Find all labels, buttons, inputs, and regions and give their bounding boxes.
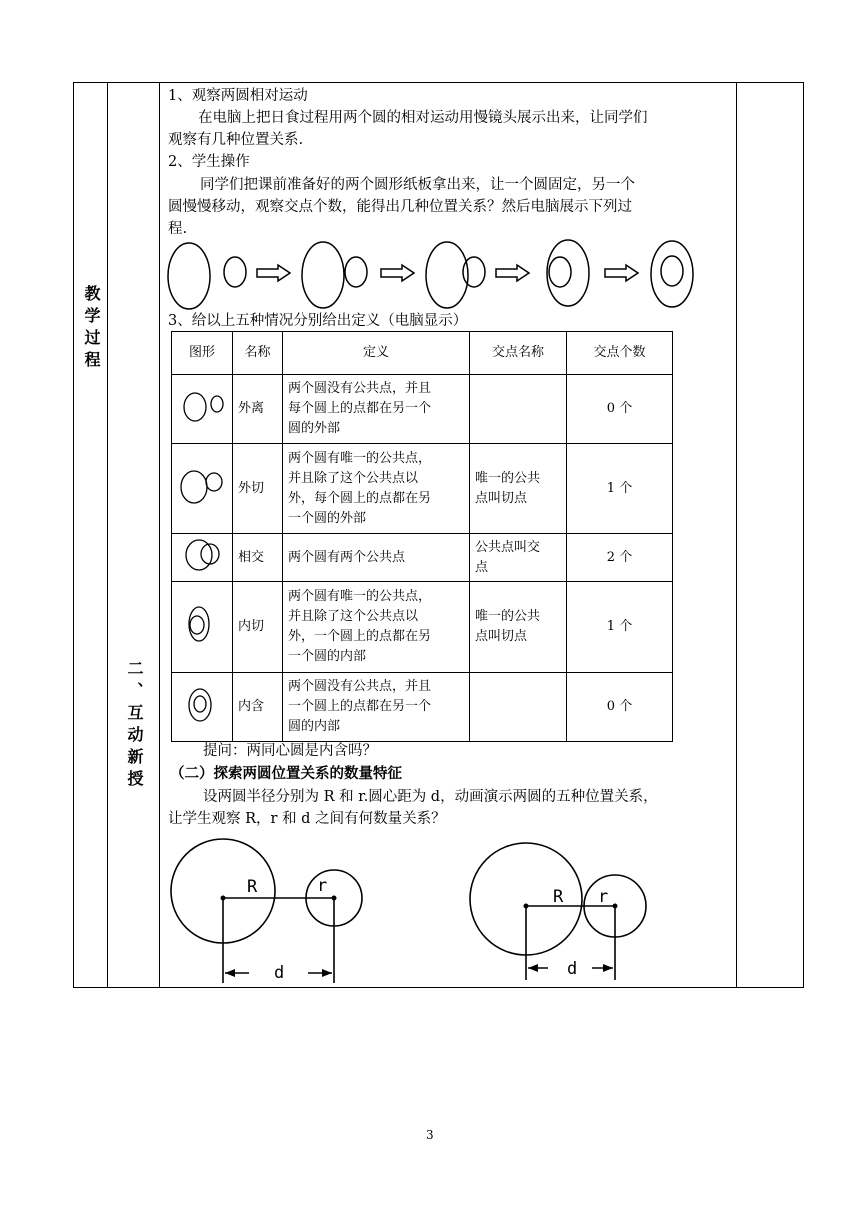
definition-line: 两个圆有两个公共点 <box>288 549 406 565</box>
separate-circles-figure <box>177 388 227 424</box>
radius-r-label: r <box>598 887 609 907</box>
point-name-cell <box>470 582 567 673</box>
heading-4: （二）探索两圆位置关系的数量特征 <box>170 766 402 782</box>
frame-right <box>803 82 804 988</box>
point-name-line: 唯一的公共 <box>475 609 541 624</box>
point-name-line: 公共点叫交 <box>475 539 541 555</box>
definition-line: 外，每个圆上的点都在另 <box>288 490 432 506</box>
definition-cell <box>283 534 470 582</box>
definition-line: 圆的内部 <box>288 719 341 734</box>
tangent-circles-distance-diagram <box>465 840 665 982</box>
frame-bottom <box>73 987 804 988</box>
definition-table <box>171 331 673 742</box>
point-name-line: 点 <box>475 559 489 575</box>
header-point-count: 交点个数 <box>567 332 673 375</box>
definition-cell <box>283 444 470 534</box>
definition-line: 两个圆有唯一的公共点， <box>288 589 432 604</box>
point-name-line: 点叫切点 <box>475 490 528 506</box>
definition-line: 两个圆没有公共点，并且 <box>288 381 432 396</box>
radius-r-label: r <box>317 876 328 896</box>
definition-line: 两个圆有唯一的公共点， <box>288 450 432 466</box>
header-definition: 定义 <box>283 332 470 375</box>
figure-cell <box>172 444 233 534</box>
definition-line: 并且除了这个公共点以 <box>288 470 419 486</box>
header-name: 名称 <box>233 332 283 375</box>
internally-tangent-figure <box>177 603 227 645</box>
frame-top <box>73 82 804 83</box>
eclipse-sequence-diagram <box>160 236 735 314</box>
definition-line: 每个圆上的点都在另一个 <box>288 401 432 416</box>
para-4a: 设两圆半径分别为 R 和 r.圆心距为 d，动画演示两圆的五种位置关系， <box>203 789 658 805</box>
para-2b: 圆慢慢移动，观察交点个数，能得出几种位置关系？然后电脑展示下列过 <box>168 199 632 215</box>
externally-tangent-figure <box>177 465 227 505</box>
name-cell: 外切 <box>233 444 283 534</box>
para-1a: 在电脑上把日食过程用两个圆的相对运动用慢镜头展示出来，让同学们 <box>198 110 648 126</box>
radius-R-label: R <box>553 887 564 907</box>
definition-line: 一个圆上的点都在另一个 <box>288 699 432 714</box>
definition-line: 一个圆的外部 <box>288 510 367 526</box>
count-cell: 0 个 <box>567 375 673 444</box>
table-row <box>172 673 673 742</box>
definition-line: 圆的外部 <box>288 421 341 436</box>
table-row <box>172 375 673 444</box>
figure-cell <box>172 673 233 742</box>
count-cell: 1 个 <box>567 582 673 673</box>
para-1b: 观察有几种位置关系. <box>168 132 304 148</box>
count-cell: 0 个 <box>567 673 673 742</box>
definition-cell <box>283 582 470 673</box>
table-row <box>172 444 673 534</box>
definition-line: 一个圆的内部 <box>288 649 367 664</box>
process-label: 教学过程 <box>82 285 101 373</box>
name-cell: 外离 <box>233 375 283 444</box>
table-header-row <box>172 332 673 375</box>
heading-3: 3、给以上五种情况分别给出定义（电脑显示） <box>168 313 468 329</box>
radius-R-label: R <box>247 877 258 897</box>
intersecting-figure <box>177 536 227 572</box>
frame-left <box>73 82 74 988</box>
name-cell: 内切 <box>233 582 283 673</box>
point-name-line: 点叫切点 <box>475 629 528 644</box>
frame-col2 <box>107 82 108 988</box>
para-4b: 让学生观察 R，r 和 d 之间有何数量关系？ <box>168 811 446 827</box>
point-name-cell <box>470 673 567 742</box>
distance-d-label: d <box>567 959 578 979</box>
question-text: 提问：两同心圆是内含吗？ <box>203 743 377 759</box>
distance-d-label: d <box>274 963 285 983</box>
definition-cell <box>283 375 470 444</box>
point-name-cell <box>470 534 567 582</box>
point-name-line: 唯一的公共 <box>475 470 541 486</box>
frame-col4 <box>736 82 737 988</box>
table-row <box>172 582 673 673</box>
point-name-cell <box>470 444 567 534</box>
name-cell: 相交 <box>233 534 283 582</box>
figure-cell <box>172 534 233 582</box>
heading-1: 1、观察两圆相对运动 <box>168 88 308 104</box>
definition-line: 两个圆没有公共点，并且 <box>288 679 432 694</box>
table-row <box>172 534 673 582</box>
figure-cell <box>172 375 233 444</box>
header-point-name: 交点名称 <box>470 332 567 375</box>
count-cell: 1 个 <box>567 444 673 534</box>
definition-cell <box>283 673 470 742</box>
para-2c: 程. <box>168 221 188 237</box>
figure-cell <box>172 582 233 673</box>
point-name-cell <box>470 375 567 444</box>
separated-circles-distance-diagram <box>165 835 385 985</box>
section-label: 二、互动新授 <box>125 660 144 792</box>
definition-line: 并且除了这个公共点以 <box>288 609 419 624</box>
para-2a: 同学们把课前准备好的两个圆形纸板拿出来，让一个圆固定，另一个 <box>200 177 635 193</box>
header-figure: 图形 <box>172 332 233 375</box>
count-cell: 2 个 <box>567 534 673 582</box>
contained-circles-figure <box>177 684 227 724</box>
name-cell: 内含 <box>233 673 283 742</box>
page-number: 3 <box>426 1128 434 1142</box>
definition-line: 外，一个圆上的点都在另 <box>288 629 432 644</box>
frame-col3 <box>159 82 160 988</box>
heading-2: 2、学生操作 <box>168 154 250 170</box>
